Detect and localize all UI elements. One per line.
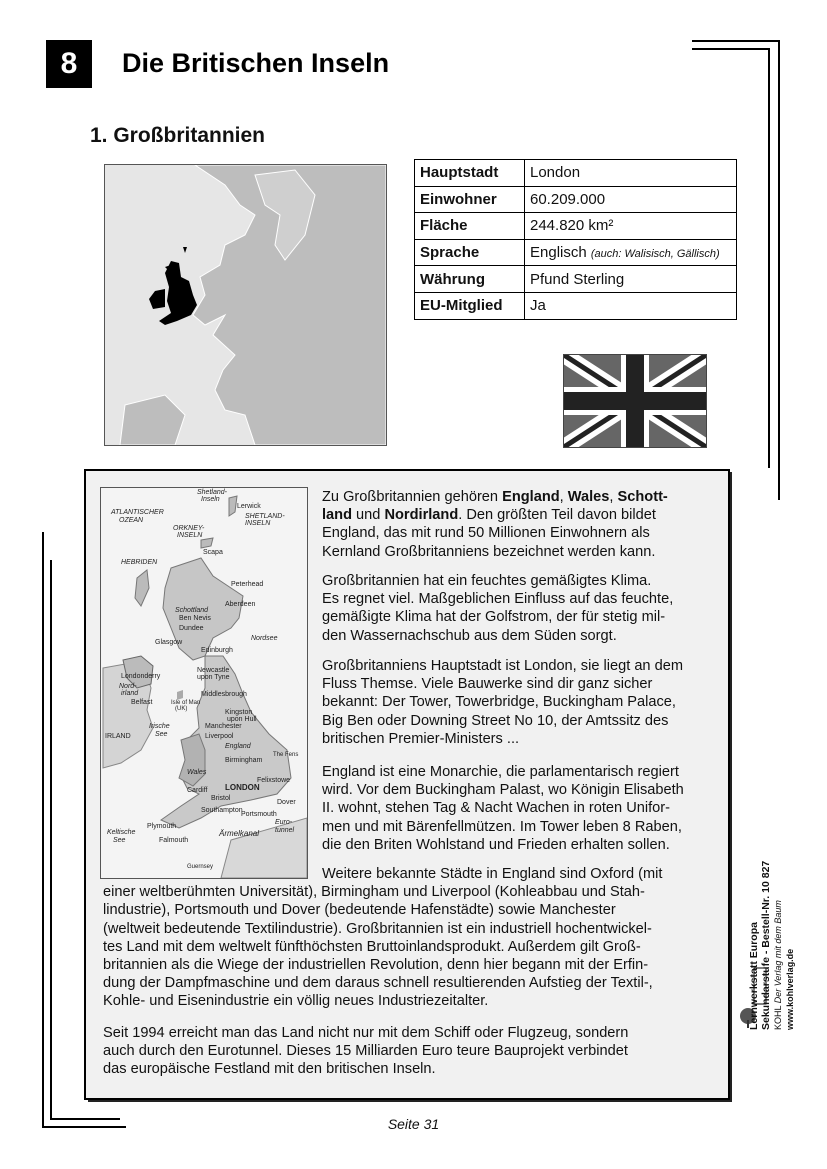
map-label: Nordsee (251, 635, 278, 642)
table-row (415, 186, 737, 213)
map-label: Peterhead (231, 581, 264, 588)
map-label: Schottland (175, 607, 209, 614)
fact-value: Ja (525, 292, 737, 319)
frame-line-top-right-inner (692, 48, 770, 50)
map-label: Birmingham (225, 757, 263, 764)
map-label: Glasgow (155, 639, 183, 646)
map-label: See (155, 731, 168, 738)
facts-table (414, 159, 737, 320)
map-label: Isle of Man (171, 700, 201, 706)
page-title: Die Britischen Inseln (122, 48, 390, 78)
fact-key: Sprache (415, 239, 525, 266)
map-label: See (113, 837, 126, 844)
fact-key: Hauptstadt (415, 160, 525, 187)
union-jack-flag (563, 354, 707, 448)
map-label: ORKNEY- (173, 525, 205, 532)
paragraph-2: Großbritannien hat ein feuchtes gemäßigtes Klima. Es regnet viel. Maßgeblichen Einfluss auf das feuchte, gemäßigte Klima hat der Golfstrom, der für stetig mil- den Wassernachschub aus dem Süden sorgt. (322, 573, 674, 644)
map-label: Ben Nevis (179, 615, 211, 622)
publisher-info: Lernwerkstatt Europa Sekundarstufe - Bestell-Nr. 10 827 KOHL Der Verlag mit dem Baum www.kohlverlag.de (748, 860, 795, 1030)
map-label: Lerwick (237, 503, 261, 510)
map-label: Belfast (131, 699, 153, 706)
map-label: Keltische (107, 829, 136, 836)
map-label: Edinburgh (201, 647, 233, 654)
frame-line-top-right-outer (692, 40, 780, 42)
map-label: Dover (277, 799, 296, 806)
map-label: Newcastle (197, 667, 230, 674)
europe-map (104, 164, 387, 446)
fact-value: 60.209.000 (525, 186, 737, 213)
fact-value: Englisch (530, 244, 587, 262)
map-label: OZEAN (119, 517, 144, 524)
table-row (415, 213, 737, 240)
map-label: Aberdeen (225, 601, 256, 608)
table-row (415, 292, 737, 319)
map-label: Ärmelkanal (219, 829, 260, 838)
map-label: Shetland- (197, 489, 227, 496)
map-label: upon Tyne (197, 674, 230, 681)
map-label: Inseln (201, 496, 220, 503)
page-number: Seite 31 (387, 1116, 440, 1132)
frame-line-top-right-outer-v (778, 40, 780, 500)
map-label: Guernsey (187, 864, 214, 870)
chapter-number-box: 8 (46, 40, 92, 88)
map-label: Dundee (179, 625, 204, 632)
section-title: 1. Großbritannien (90, 124, 266, 147)
map-label: Euro- (275, 819, 293, 826)
fact-note: (auch: Walisisch, Gällisch) (590, 248, 720, 261)
map-label: England (225, 743, 251, 750)
map-label: Manchester (205, 723, 242, 730)
map-label: Plymouth (147, 823, 177, 830)
map-label: Falmouth (159, 837, 189, 844)
fact-key: Einwohner (415, 186, 525, 213)
map-label: upon Hull (227, 716, 257, 723)
paragraph-1: Zu Großbritannien gehören England, Wales, Schott- land und Nordirland. Den größten Teil davon bildet England, das mit rund 50 Millionen Einwohnern als Kernland Großbritanniens bezeichnet werden kann. (322, 489, 668, 560)
map-label: Londonderry (121, 673, 161, 680)
map-label: irland (121, 690, 139, 697)
map-label: INSELN (245, 520, 271, 527)
frame-line-bottom-left-inner-v (50, 560, 52, 1118)
uk-map (100, 487, 308, 879)
fact-value: 244.820 km² (525, 213, 737, 240)
map-label: Portsmouth (241, 811, 277, 818)
product-level: Sekundarstufe (760, 957, 772, 1030)
table-row (415, 266, 737, 293)
paragraph-4: England ist eine Monarchie, die parlamentarisch regiert wird. Vor dem Buckingham Palast, wo Königin Elisabeth II. wohnt, stehen Tag & Nacht Wachen in roten Unifor- men und mit Bärenfellmützen. Im Tower leben 8 Raben, die den Briten Wohlstand und Frieden erhalten sollen. (322, 764, 684, 853)
table-row (415, 160, 737, 187)
map-label: Scapa (203, 549, 223, 556)
publisher-url: www.kohlverlag.de (785, 948, 795, 1030)
map-label: Bristol (211, 795, 231, 802)
map-label: Middlesbrough (201, 691, 247, 698)
map-label: (UK) (175, 706, 188, 712)
map-label: Nord- (119, 683, 137, 690)
map-label: Irische (149, 723, 170, 730)
map-label: Felixstowe (257, 777, 291, 784)
map-label: INSELN (177, 532, 203, 539)
map-label: Cardiff (187, 787, 208, 794)
map-label: IRLAND (105, 733, 131, 740)
fact-value: Pfund Sterling (525, 266, 737, 293)
map-label: ATLANTISCHER (111, 509, 164, 516)
map-label: SHETLAND- (245, 513, 285, 520)
map-label: Kingston (225, 709, 253, 716)
map-label: tunnel (275, 827, 295, 834)
map-label: Southampton (201, 807, 243, 814)
logo-tagline: Der Verlag mit dem Baum (773, 900, 783, 1004)
fact-value: London (525, 160, 737, 187)
paragraph-6: Seit 1994 erreicht man das Land nicht nur mit dem Schiff oder Flugzeug, sondern auch durch den Eurotunnel. Dieses 15 Milliarden Euro teure Bauprojekt verbindet das europäische Festland mit den britischen Inseln. (103, 1025, 629, 1078)
product-name: Lernwerkstatt Europa (748, 922, 760, 1030)
frame-line-bottom-left-outer-v (42, 532, 44, 1128)
fact-key: Fläche (415, 213, 525, 240)
map-label: The Fens (273, 752, 299, 758)
paragraph-3: Großbritanniens Hauptstadt ist London, sie liegt an dem Fluss Themse. Viele Bauwerke sind dir ganz sicher bekannt: Der Tower, Towerbridge, Buckingham Palace, Big Ben oder Downing Street No 10, der Amtssitz des britischen Premier-Ministers ... (322, 658, 683, 747)
table-row (415, 239, 737, 266)
paragraph-5: Weitere bekannte Städte in England sind Oxford (mit einer weltberühmten Universität), Birmingham und Liverpool (Kohleabbau und Stah- lindustrie), Portsmouth und Dover (bedeutende Hafenstädte) sowie Manchester (weltweit bedeutende Textilindustrie). Großbritannien ist ein industriell hochentwickel- tes Land mit dem weltwelt fünfthöchsten Bruttoinlandsprodukt. Außerdem gilt Groß- britannien als die Wiege der industriellen Revolution, denn hier begann mit der Erfin- dung der Dampfmaschine und dem daraus schnell resultierenden Aufstieg der Textil-, Kohle- und Eisenindustrie ein völlig neues Industriezeitalter. (103, 866, 663, 1010)
map-label: Liverpool (205, 733, 234, 740)
logo-text: KOHL (773, 1005, 783, 1030)
fact-key: EU-Mitglied (415, 292, 525, 319)
order-number: Bestell-Nr. 10 827 (760, 860, 772, 948)
map-label: HEBRIDEN (121, 559, 158, 566)
map-label: Wales (187, 769, 207, 776)
fact-key: Währung (415, 266, 525, 293)
map-label: LONDON (225, 783, 260, 792)
frame-line-top-right-inner-v (768, 48, 770, 468)
fact-value-cell (525, 239, 737, 266)
